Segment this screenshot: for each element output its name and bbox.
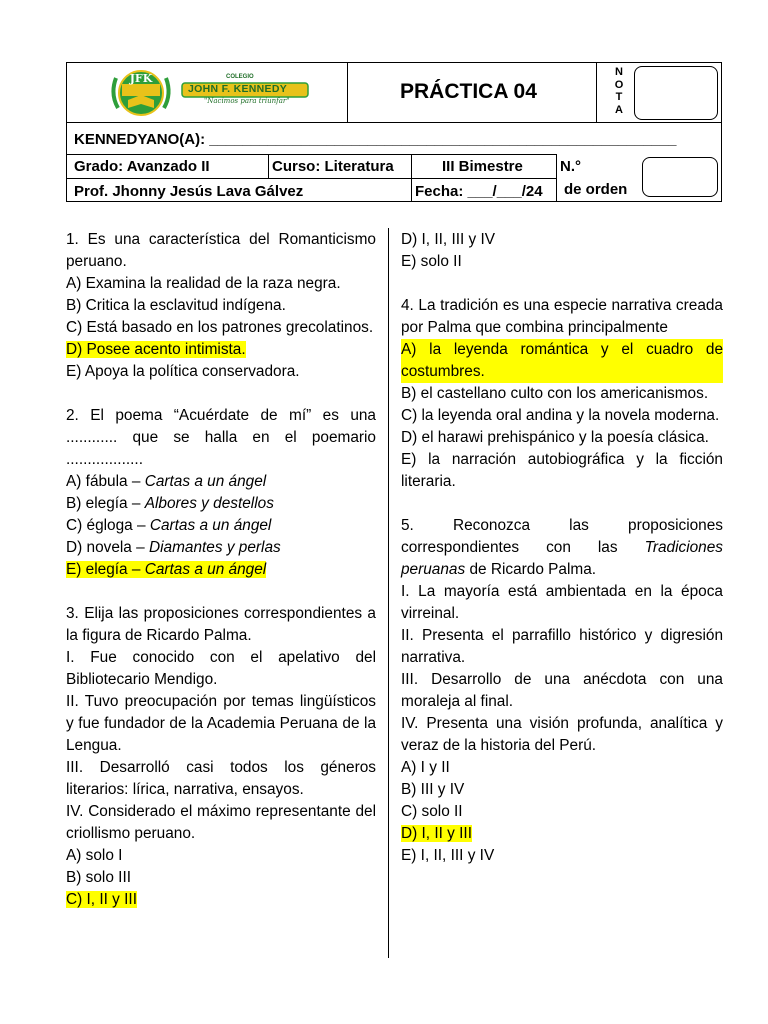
page-title: PRÁCTICA 04	[400, 80, 537, 103]
question-2-stem: 2. El poema “Acuérdate de mí” es una ............ que se halla en el poemario ..................	[66, 407, 376, 468]
question-3-option-e: E) solo II	[401, 253, 462, 270]
question-1-option-e: E) Apoya la política conservadora.	[66, 363, 300, 380]
nota-letter: T	[615, 91, 623, 103]
nota-letter: O	[614, 78, 624, 91]
header-divider	[556, 154, 557, 202]
question-2-option-c: C) égloga – Cartas a un ángel	[66, 517, 272, 534]
header-rule	[66, 122, 722, 123]
question-4-option-b: B) el castellano culto con los americanismos.	[401, 385, 709, 402]
question-3-option-d: D) I, II, III y IV	[401, 231, 496, 248]
order-number-label: N.°	[560, 158, 581, 175]
left-column	[66, 229, 376, 911]
header-rule	[66, 178, 556, 179]
question-2-option-d: D) novela – Diamantes y perlas	[66, 539, 281, 556]
question-3-option-c	[66, 889, 376, 911]
nota-label	[612, 66, 626, 116]
question-5-statement-i: I. La mayoría está ambientada en la época virreinal.	[401, 583, 723, 622]
question-2-option-a: A) fábula – Cartas a un ángel	[66, 473, 267, 490]
question-5-option-a: A) I y II	[401, 759, 450, 776]
grade-box	[634, 66, 718, 120]
question-1-stem: 1. Es una característica del Romanticismo peruano.	[66, 231, 376, 270]
column-divider	[388, 228, 389, 958]
answer-highlight: C) I, II y III	[66, 891, 137, 908]
logo-motto: "Nacimos para triunfar"	[204, 97, 290, 105]
logo-school-name: JOHN F. KENNEDY	[188, 83, 288, 95]
grado-label: Grado: Avanzado II	[74, 158, 210, 175]
question-4-option-d: D) el harawi prehispánico y la poesía clásica.	[401, 429, 709, 446]
order-number-label-bottom: de orden	[564, 181, 628, 198]
header-rule	[66, 154, 556, 155]
header-divider	[347, 62, 348, 123]
question-3-statement-i: I. Fue conocido con el apelativo del Bibliotecario Mendigo.	[66, 649, 376, 688]
question-3-statement-ii: II. Tuvo preocupación por temas lingüísticos y fue fundador de la Academia Peruana de la Lengua.	[66, 693, 376, 754]
question-1-option-b: B) Critica la esclavitud indígena.	[66, 297, 286, 314]
question-5-stem: 5. Reconozca las proposiciones correspondientes con las Tradiciones peruanas de Ricardo Palma.	[401, 517, 723, 578]
question-5-option-b: B) III y IV	[401, 781, 465, 798]
question-3-statement-iv: IV. Considerado el máximo representante del criollismo peruano.	[66, 803, 376, 842]
answer-highlight: D) I, II y III	[401, 825, 472, 842]
bimestre-label: III Bimestre	[442, 158, 523, 175]
nota-letter: A	[615, 103, 623, 116]
question-1-option-c: C) Está basado en los patrones grecolatinos.	[66, 319, 374, 336]
question-5-statement-iv: IV. Presenta una visión profunda, analítica y veraz de la historia del Perú.	[401, 715, 723, 754]
question-3-option-b: B) solo III	[66, 869, 132, 886]
question-4-option-c: C) la leyenda oral andina y la novela moderna.	[401, 407, 720, 424]
question-2-option-e	[66, 559, 376, 581]
answer-highlight: D) Posee acento intimista.	[66, 341, 246, 358]
question-3-stem: 3. Elija las proposiciones correspondientes a la figura de Ricardo Palma.	[66, 605, 376, 644]
question-3-option-a: A) solo I	[66, 847, 123, 864]
question-4-stem: 4. La tradición es una especie narrativa creada por Palma que combina principalmente	[401, 297, 723, 336]
logo-initials: JFK	[129, 72, 153, 85]
question-5-option-e: E) I, II, III y IV	[401, 847, 495, 864]
header-divider	[268, 154, 269, 178]
question-3-statement-iii: III. Desarrolló casi todos los géneros literarios: lírica, narrativa, ensayos.	[66, 759, 376, 798]
school-logo	[108, 64, 318, 122]
logo-colegio-label: COLEGIO	[226, 74, 254, 80]
right-column	[401, 229, 723, 867]
question-4-option-a: A) la leyenda romántica y el cuadro de costumbres.	[401, 339, 723, 383]
question-5-statement-iii: III. Desarrollo de una anécdota con una moraleja al final.	[401, 671, 723, 710]
curso-label: Curso: Literatura	[272, 158, 394, 175]
question-2-option-b: B) elegía – Albores y destellos	[66, 495, 274, 512]
header-divider	[596, 62, 597, 123]
answer-highlight: E) elegía – Cartas a un ángel	[66, 561, 267, 578]
question-1-option-a: A) Examina la realidad de la raza negra.	[66, 275, 341, 292]
teacher-label: Prof. Jhonny Jesús Lava Gálvez	[74, 183, 304, 200]
question-1-option-d	[66, 339, 376, 361]
order-number-box	[642, 157, 718, 197]
question-5-option-d	[401, 823, 723, 845]
question-5-statement-ii: II. Presenta el parrafillo histórico y digresión narrativa.	[401, 627, 723, 666]
student-name-field: KENNEDYANO(A): ________________________________________________________	[74, 131, 677, 148]
header-divider	[411, 154, 412, 202]
question-5-option-c: C) solo II	[401, 803, 463, 820]
date-field: Fecha: ___/___/24	[415, 183, 543, 200]
question-4-option-e: E) la narración autobiográfica y la ficción literaria.	[401, 451, 723, 490]
nota-letter: N	[615, 66, 623, 78]
